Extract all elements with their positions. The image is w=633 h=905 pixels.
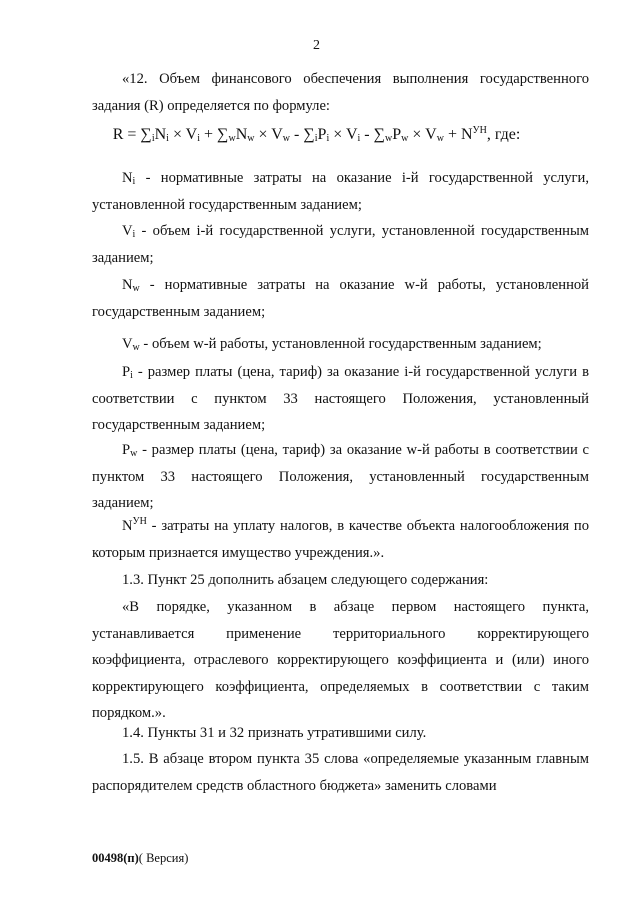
paragraph-1-4: 1.4. Пункты 31 и 32 признать утратившими силу. — [122, 725, 427, 741]
paragraph-1-3-quote: «В порядке, указанном в абзаце первом настоящего пункта, устанавливается применение территориального корректирующего коэффициента, отраслевого корректирующего коэффициента и (или) иного корректирующего коэффициента, определяемых в соответствии с таким порядком.». — [92, 599, 589, 721]
document-code: 00498(п) — [92, 851, 139, 865]
definition-nw: $N_w$ - нормативные затраты на оказание w-й работы, установленной государственным заданием; — [92, 277, 589, 320]
definition-vi: $V_i$ - объем i-й государственной услуги, установленной государственным заданием; — [92, 223, 589, 266]
document-version: ( Версия) — [138, 851, 189, 865]
paragraph-1-5: 1.5. В абзаце втором пункта 35 слова «определяемые указанным главным распорядителем средств областного бюджета» заменить словами — [92, 751, 589, 794]
page-number: 2 — [313, 38, 320, 53]
formula-lhs: R — [112, 126, 124, 143]
paragraph-1-3: 1.3. Пункт 25 дополнить абзацем следующего содержания: — [122, 572, 489, 588]
formula: $R = \sum_iN_i \times V_i + \sum_wN_w \times V_w - \sum_iP_i \times V_i - \sum_wP_w \times V_w + N^{УН}$, где: — [112, 125, 521, 144]
definition-pw: $P_w$ - размер платы (цена, тариф) за оказание w-й работы в соответствии с пунктом 33 настоящего Положения, установленный государственным заданием; — [92, 442, 589, 511]
definition-pi: $P_i$ - размер платы (цена, тариф) за оказание i-й государственной услуги в соответствии с пунктом 33 настоящего Положения, установленный государственным заданием; — [92, 364, 589, 433]
definition-ni: $N_i$ - нормативные затраты на оказание i-й государственной услуги, установленной государственным заданием; — [92, 170, 589, 213]
document-footer — [92, 851, 188, 866]
paragraph-intro: «12. Объем финансового обеспечения выполнения государственного задания (R) определяется по формуле: — [92, 71, 589, 114]
definition-nun: $N^{УН}$ - затраты на уплату налогов, в качестве объекта налогообложения по которым признается имущество учреждения.». — [92, 516, 589, 561]
definition-vw: $V_w$ - объем w-й работы, установленной государственным заданием; — [122, 336, 542, 353]
